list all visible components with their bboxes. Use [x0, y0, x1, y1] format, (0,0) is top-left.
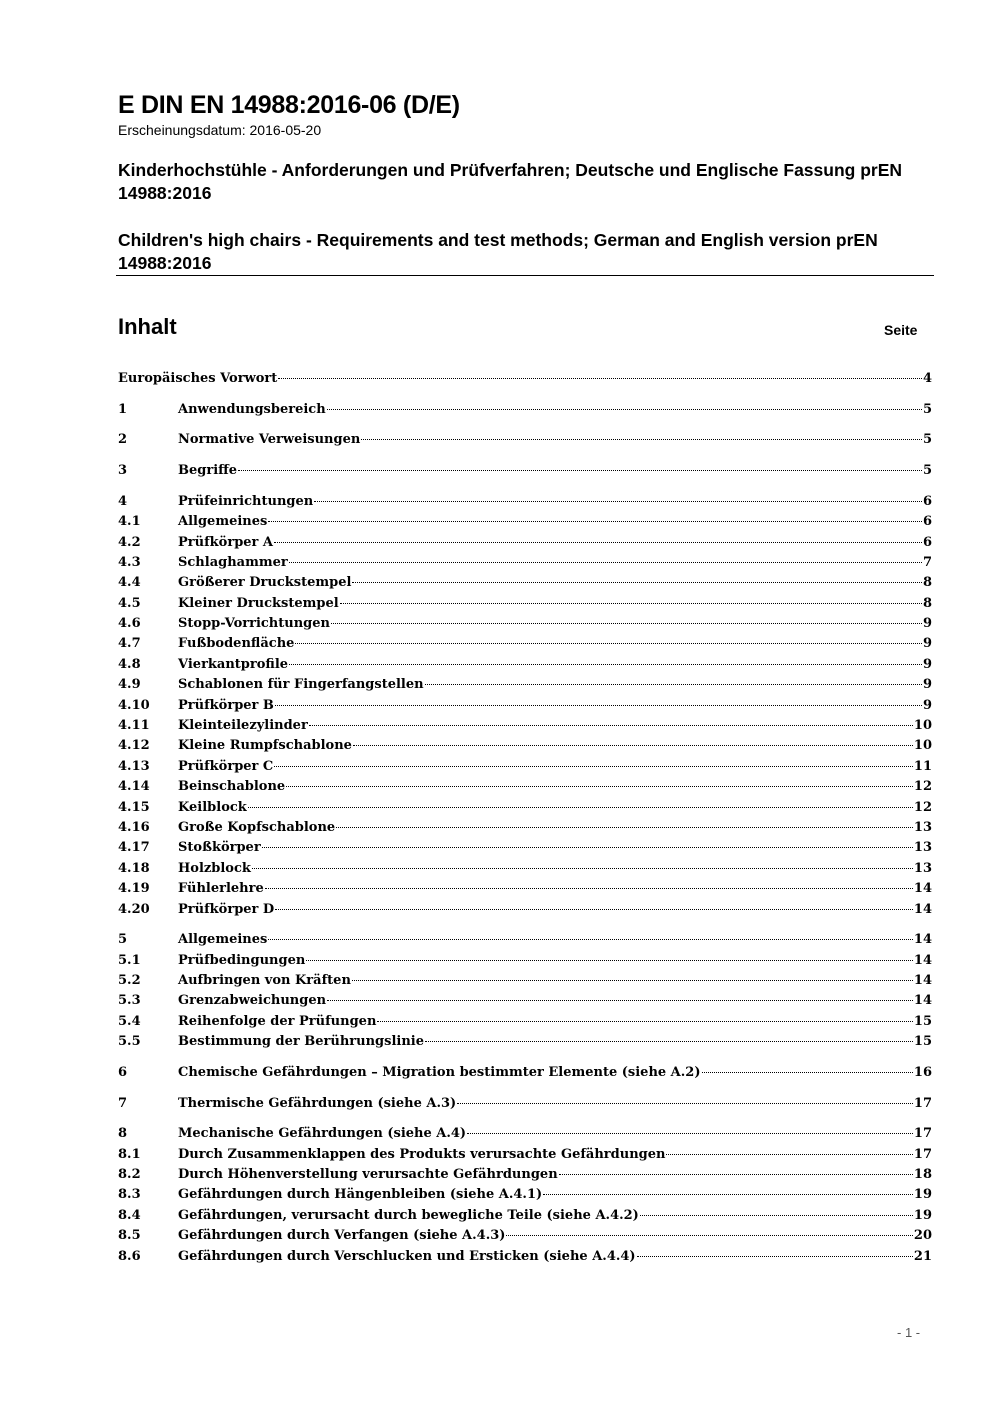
toc-leader-dots: [295, 643, 922, 644]
toc-entry-number: 4.5: [118, 595, 141, 611]
toc-entry[interactable]: [118, 369, 932, 389]
toc-leader-dots: [275, 909, 913, 910]
toc-leader-dots: [559, 1174, 913, 1175]
toc-entry[interactable]: [118, 1124, 932, 1144]
toc-leader-dots: [274, 542, 922, 543]
toc-entry-number: 4.2: [118, 534, 141, 550]
toc-entry[interactable]: [118, 1094, 932, 1114]
toc-entry-title: Gefährdungen durch Verschlucken und Ersticken (siehe A.4.4): [178, 1248, 636, 1264]
toc-entry[interactable]: [118, 553, 932, 573]
toc-entry-title: Europäisches Vorwort: [118, 371, 278, 386]
toc-entry[interactable]: [118, 655, 932, 675]
toc-entry-title: Holzblock: [178, 860, 251, 876]
title-german: Kinderhochstühle - Anforderungen und Prüfverfahren; Deutsche und Englische Fassung prEN 14988:2016: [118, 160, 903, 203]
toc-entry[interactable]: [118, 930, 932, 950]
toc-leader-dots: [327, 409, 922, 410]
toc-entry-page: 4: [922, 371, 932, 386]
toc-entry-title: Schablonen für Fingerfangstellen: [178, 677, 424, 693]
toc-entry-number: 4.14: [118, 779, 150, 795]
toc-entry-title: Gefährdungen, verursacht durch bewegliche Teile (siehe A.4.2): [178, 1207, 639, 1223]
toc-entry-title: Stoßkörper: [178, 840, 261, 856]
toc-entry-title: Prüfeinrichtungen: [178, 493, 314, 509]
toc-entry[interactable]: [118, 736, 932, 756]
toc-entry-page: 14: [913, 901, 932, 917]
toc-leader-dots: [275, 705, 922, 706]
toc-entry-page: 9: [922, 656, 932, 672]
toc-leader-dots: [506, 1235, 912, 1236]
toc-entry-number: 4.11: [118, 718, 150, 734]
toc-entry-title: Reihenfolge der Prüfungen: [178, 1013, 377, 1029]
toc-entry-page: 8: [922, 575, 932, 591]
toc-leader-dots: [352, 582, 922, 583]
toc-entry-number: 8.6: [118, 1248, 141, 1264]
toc-entry-title: Keilblock: [178, 799, 247, 815]
toc-entry-page: 5: [922, 401, 932, 417]
toc-leader-dots: [278, 378, 922, 379]
toc-leader-dots: [336, 827, 913, 828]
page-number: - 1 -: [897, 1325, 921, 1340]
toc-entry[interactable]: [118, 716, 932, 736]
toc-entry-page: 9: [922, 677, 932, 693]
toc-leader-dots: [265, 888, 913, 889]
toc-leader-dots: [314, 501, 922, 502]
toc-entry-page: 14: [913, 932, 932, 948]
title-english: Children's high chairs - Requirements and test methods; German and English version prEN 14988:2016: [118, 230, 878, 273]
toc-entry-title: Begriffe: [178, 463, 238, 479]
toc-entry[interactable]: [118, 573, 932, 593]
toc-entry-page: 10: [913, 718, 932, 734]
toc-leader-dots: [377, 1021, 913, 1022]
toc-entry-number: 8.5: [118, 1228, 141, 1244]
toc-leader-dots: [340, 603, 922, 604]
toc-entry-page: 6: [922, 534, 932, 550]
toc-entry-title: Thermische Gefährdungen (siehe A.3): [178, 1095, 457, 1111]
toc-entry-page: 17: [913, 1146, 932, 1162]
toc-entry-page: 14: [913, 993, 932, 1009]
toc-entry-number: 4.12: [118, 738, 150, 754]
toc-entry-number: 4.18: [118, 860, 150, 876]
toc-entry-page: 15: [913, 1034, 932, 1050]
toc-entry-number: 5.2: [118, 973, 141, 989]
toc-entry-page: 13: [913, 860, 932, 876]
toc-entry-number: 4.6: [118, 616, 141, 632]
toc-entry[interactable]: [118, 1226, 932, 1246]
toc-entry[interactable]: [118, 1145, 932, 1165]
toc-entry[interactable]: [118, 400, 932, 420]
toc-entry-page: 14: [913, 881, 932, 897]
toc-entry-number: 4.1: [118, 514, 141, 530]
toc-entry-number: 4.9: [118, 677, 141, 693]
toc-entry[interactable]: [118, 879, 932, 899]
toc-entry-title: Normative Verweisungen: [178, 432, 361, 448]
toc-entry-number: 2: [118, 432, 128, 448]
toc-entry-title: Allgemeines: [178, 932, 268, 948]
toc-leader-dots: [331, 623, 922, 624]
toc-entry-number: 4.3: [118, 554, 141, 570]
toc-entry-number: 1: [118, 401, 128, 417]
toc-entry-page: 19: [913, 1187, 932, 1203]
toc-entry-page: 19: [913, 1207, 932, 1223]
toc-entry-title: Kleiner Druckstempel: [178, 595, 339, 611]
toc-entry[interactable]: [118, 818, 932, 838]
toc-entry-title: Allgemeines: [178, 514, 268, 530]
toc-entry[interactable]: [118, 675, 932, 695]
toc-entry-page: 9: [922, 697, 932, 713]
toc-entry[interactable]: [118, 1206, 932, 1226]
document-id: E DIN EN 14988:2016-06 (D/E): [118, 91, 460, 119]
toc-leader-dots: [289, 664, 922, 665]
toc-entry[interactable]: [118, 1247, 932, 1267]
toc-entry-title: Mechanische Gefährdungen (siehe A.4): [178, 1126, 467, 1142]
toc-entry-page: 16: [913, 1064, 932, 1080]
toc-entry[interactable]: [118, 1032, 932, 1052]
toc-leader-dots: [306, 960, 913, 961]
toc-entry-page: 9: [922, 636, 932, 652]
toc-leader-dots: [309, 725, 913, 726]
toc-entry-number: 5.5: [118, 1034, 141, 1050]
toc-entry-title: Anwendungsbereich: [178, 401, 326, 417]
toc-entry-title: Stopp-Vorrichtungen: [178, 616, 330, 632]
toc-entry[interactable]: [118, 777, 932, 797]
toc-leader-dots: [262, 847, 913, 848]
toc-entry-title: Grenzabweichungen: [178, 993, 327, 1009]
toc-entry[interactable]: [118, 492, 932, 512]
toc-leader-dots: [640, 1215, 913, 1216]
toc-entry[interactable]: [118, 1063, 932, 1083]
toc-entry-number: 4.8: [118, 656, 141, 672]
toc-entry-page: 14: [913, 952, 932, 968]
toc-entry-number: 6: [118, 1064, 128, 1080]
toc-entry[interactable]: [118, 634, 932, 654]
toc-entry-title: Gefährdungen durch Verfangen (siehe A.4.3): [178, 1228, 506, 1244]
toc-entry[interactable]: [118, 594, 932, 614]
toc-entry-number: 4.7: [118, 636, 141, 652]
toc-entry-page: 13: [913, 840, 932, 856]
toc-entry-title: Große Kopfschablone: [178, 820, 336, 835]
toc-entry[interactable]: [118, 614, 932, 634]
toc-entry-number: 3: [118, 463, 128, 479]
toc-entry[interactable]: [118, 859, 932, 879]
toc-entry-number: 8.2: [118, 1167, 141, 1183]
toc-entry-page: 14: [913, 973, 932, 989]
toc-entry-title: Beinschablone: [178, 779, 286, 795]
toc-entry-page: 12: [913, 779, 932, 795]
toc-leader-dots: [361, 439, 922, 440]
toc-entry-page: 11: [913, 758, 932, 774]
toc-leader-dots: [425, 1041, 913, 1042]
toc-entry-page: 17: [913, 1126, 932, 1142]
toc-entry-page: 21: [913, 1248, 932, 1264]
toc-leader-dots: [268, 521, 922, 522]
publication-date: Erscheinungsdatum: 2016-05-20: [118, 122, 322, 138]
toc-entry-number: 8: [118, 1126, 128, 1142]
toc-entry-page: 13: [913, 820, 932, 835]
toc-entry-page: 20: [913, 1228, 932, 1244]
toc-entry[interactable]: [118, 757, 932, 777]
toc-heading: Inhalt: [118, 314, 177, 339]
toc-entry-number: 7: [118, 1095, 128, 1111]
toc-entry[interactable]: [118, 971, 932, 991]
toc-entry-title: Prüfkörper D: [178, 901, 275, 917]
toc-entry[interactable]: [118, 533, 932, 553]
toc-entry-page: 5: [922, 463, 932, 479]
toc-entry-title: Durch Höhenverstellung verursachte Gefährdungen: [178, 1167, 558, 1183]
toc-entry-title: Vierkantprofile: [178, 656, 289, 672]
toc-entry-number: 4.13: [118, 758, 150, 774]
toc-entry-title: Kleine Rumpfschablone: [178, 738, 352, 754]
toc-entry-title: Prüfkörper C: [178, 758, 274, 774]
toc-leader-dots: [352, 980, 913, 981]
toc-entry[interactable]: [118, 991, 932, 1011]
toc-leader-dots: [543, 1194, 913, 1195]
toc-entry-title: Prüfbedingungen: [178, 952, 306, 968]
toc-entry-page: 5: [922, 432, 932, 448]
toc-entry-number: 4.4: [118, 575, 141, 591]
toc-leader-dots: [637, 1256, 913, 1257]
toc-entry-page: 12: [913, 799, 932, 815]
toc-entry-page: 18: [913, 1167, 932, 1183]
toc-entry-page: 7: [922, 554, 932, 570]
toc-entry-number: 8.3: [118, 1187, 141, 1203]
toc-entry-number: 4.15: [118, 799, 150, 815]
toc-entry-title: Größerer Druckstempel: [178, 575, 352, 591]
toc-entry[interactable]: [118, 1185, 932, 1205]
toc-leader-dots: [248, 807, 913, 808]
toc-entry[interactable]: [118, 512, 932, 532]
toc-leader-dots: [425, 684, 922, 685]
toc-leader-dots: [268, 939, 913, 940]
toc-entry[interactable]: [118, 1012, 932, 1032]
toc-entry-title: Durch Zusammenklappen des Produkts verursachte Gefährdungen: [178, 1146, 666, 1162]
table-of-contents: [118, 369, 932, 1267]
toc-leader-dots: [286, 786, 913, 787]
toc-leader-dots: [274, 766, 913, 767]
toc-entry-title: Fußbodenfläche: [178, 636, 295, 652]
toc-entry-title: Schlaghammer: [178, 554, 288, 570]
header-divider: [116, 275, 934, 276]
page-column-label: Seite: [884, 322, 918, 338]
toc-entry-title: Prüfkörper A: [178, 534, 274, 550]
toc-entry-page: 6: [922, 493, 932, 509]
toc-leader-dots: [252, 868, 913, 869]
toc-leader-dots: [457, 1103, 913, 1104]
toc-entry-number: 4: [118, 493, 128, 509]
toc-entry-number: 8.4: [118, 1207, 141, 1223]
toc-entry-title: Kleinteilezylinder: [178, 718, 308, 734]
toc-leader-dots: [702, 1072, 913, 1073]
toc-entry[interactable]: [118, 900, 932, 920]
toc-entry-number: 4.17: [118, 840, 150, 856]
toc-entry-number: 4.10: [118, 697, 150, 713]
toc-entry[interactable]: [118, 798, 932, 818]
toc-entry[interactable]: [118, 461, 932, 481]
toc-entry[interactable]: [118, 838, 932, 858]
toc-leader-dots: [666, 1154, 912, 1155]
toc-entry-number: 4.19: [118, 881, 150, 897]
toc-entry-number: 4.20: [118, 901, 150, 917]
toc-entry-title: Aufbringen von Kräften: [178, 973, 351, 989]
toc-entry-page: 15: [913, 1013, 932, 1029]
toc-leader-dots: [289, 562, 922, 563]
toc-entry[interactable]: [118, 696, 932, 716]
toc-leader-dots: [327, 1000, 913, 1001]
toc-entry-number: 5.1: [118, 952, 141, 968]
toc-leader-dots: [467, 1133, 913, 1134]
toc-entry-title: Fühlerlehre: [178, 881, 264, 897]
toc-entry-number: 4.16: [118, 820, 150, 835]
toc-entry[interactable]: [118, 951, 932, 971]
toc-entry[interactable]: [118, 1165, 932, 1185]
toc-leader-dots: [238, 470, 922, 471]
toc-entry-title: Prüfkörper B: [178, 697, 274, 713]
toc-entry-number: 8.1: [118, 1146, 141, 1162]
toc-entry-number: 5: [118, 932, 128, 948]
toc-entry-page: 8: [922, 595, 932, 611]
toc-entry-page: 17: [913, 1095, 932, 1111]
toc-entry-page: 10: [913, 738, 932, 754]
toc-entry[interactable]: [118, 430, 932, 450]
toc-entry-number: 5.3: [118, 993, 141, 1009]
toc-entry-number: 5.4: [118, 1013, 141, 1029]
toc-entry-page: 6: [922, 514, 932, 530]
toc-entry-page: 9: [922, 616, 932, 632]
toc-entry-title: Gefährdungen durch Hängenbleiben (siehe A.4.1): [178, 1187, 543, 1203]
toc-entry-title: Bestimmung der Berührungslinie: [178, 1034, 424, 1050]
toc-entry-title: Chemische Gefährdungen – Migration bestimmter Elemente (siehe A.2): [178, 1064, 701, 1080]
toc-leader-dots: [353, 745, 913, 746]
